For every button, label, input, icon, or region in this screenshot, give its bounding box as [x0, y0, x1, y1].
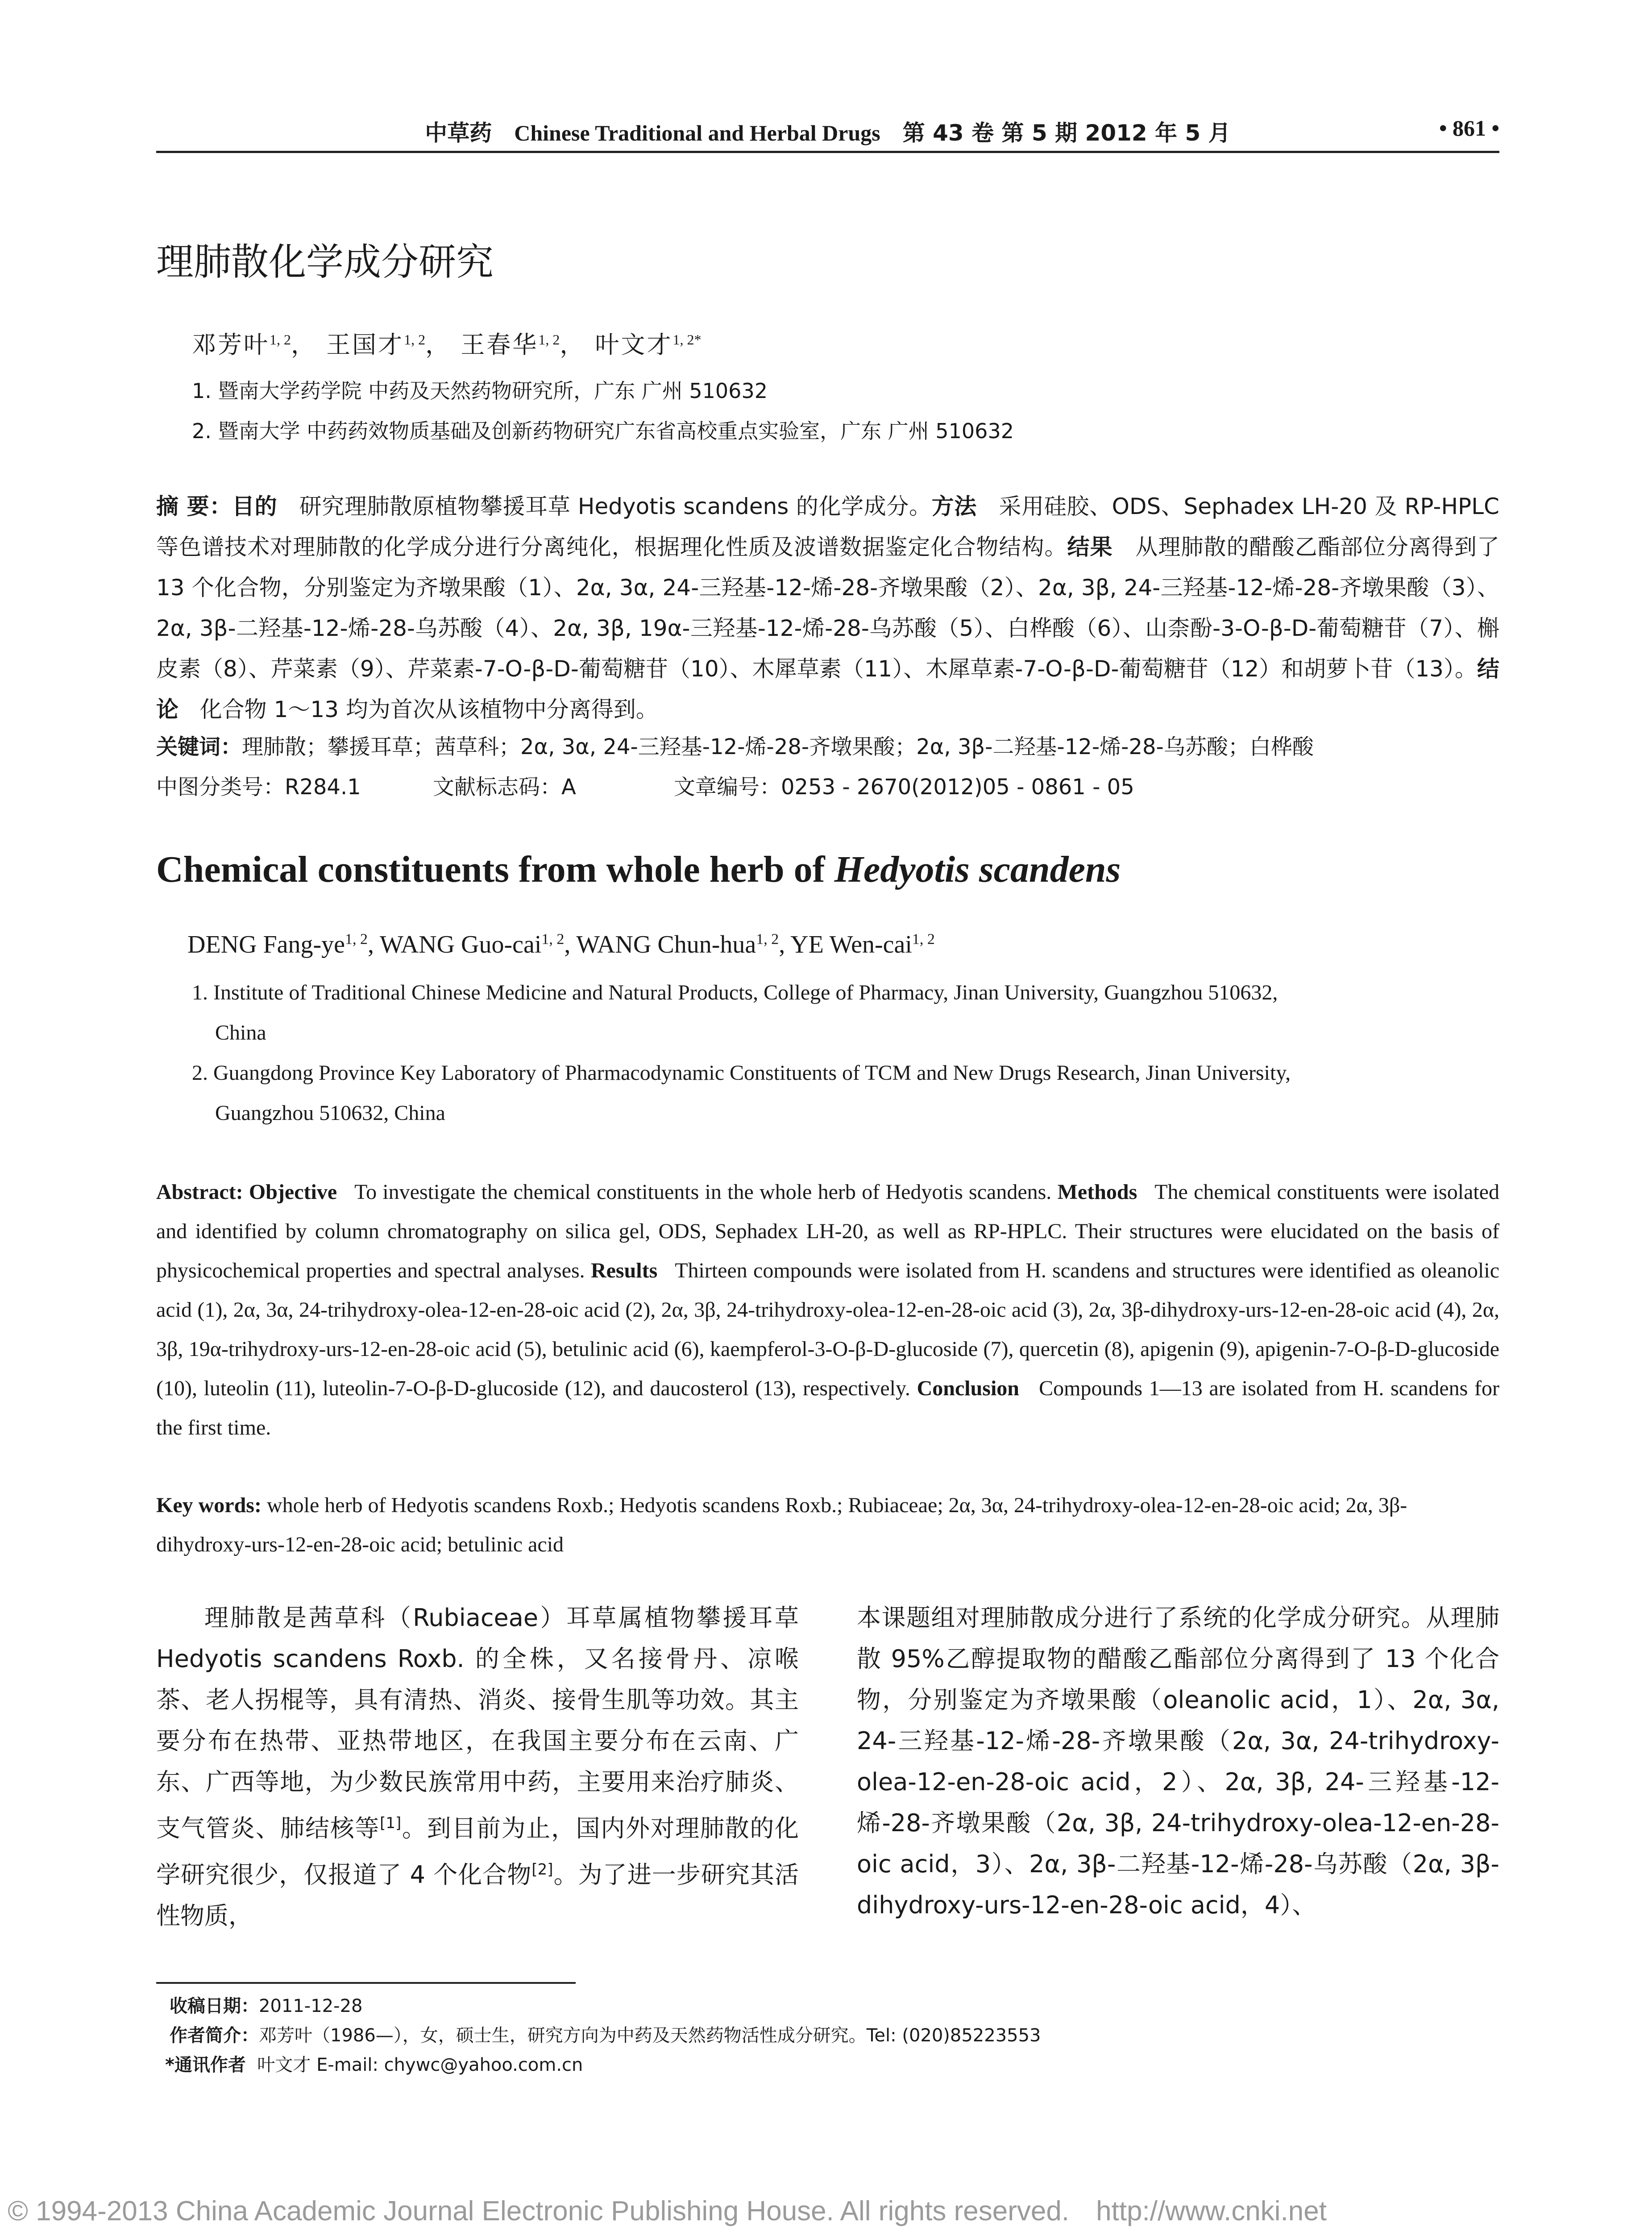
- author-separator: ,: [564, 931, 577, 958]
- citation[interactable]: [2]: [531, 1861, 553, 1879]
- cn-author: 叶文才: [595, 331, 673, 359]
- copyright-text: © 1994-2013 China Academic Journal Electronic Publishing House. All rights reserved.: [8, 2196, 1070, 2227]
- abstract-label: Abstract:: [156, 1180, 243, 1204]
- journal-name-en: Chinese Traditional and Herbal Drugs: [514, 120, 880, 145]
- en-affiliation-1: [192, 973, 1499, 1053]
- results-label: Results: [590, 1259, 658, 1282]
- classification-line: [156, 770, 1499, 800]
- en-title-species: Hedyotis scandens: [834, 849, 1121, 890]
- abstract-label: 摘 要：: [156, 493, 232, 519]
- footnote-author: [170, 2021, 1041, 2047]
- running-header: [156, 115, 1499, 151]
- body-paragraph: [156, 1597, 799, 1937]
- affiliation-line: 2. Guangdong Province Key Laboratory of Pharmacodynamic Constituents of TCM and New Drugs Research, Jinan University,: [192, 1061, 1291, 1085]
- footnote-text: 2011-12-28: [259, 1996, 363, 2016]
- author-superscript: 1, 2: [756, 931, 779, 948]
- author-separator: ，: [560, 331, 586, 359]
- author-superscript: 1, 2: [541, 931, 565, 948]
- copyright-url[interactable]: http://www.cnki.net: [1096, 2196, 1327, 2227]
- footnote-text[interactable]: 叶文才 E-mail: chywc@yahoo.com.cn: [257, 2055, 583, 2075]
- author-separator: ,: [779, 931, 791, 958]
- cn-keywords: [156, 730, 1499, 760]
- keywords-label: Key words:: [156, 1493, 261, 1517]
- cn-title: 理肺散化学成分研究: [156, 240, 494, 284]
- body-paragraph: 本课题组对理肺散成分进行了系统的化学成分研究。从理肺散 95%乙醇提取物的醋酸乙酯部位分离得到了 13 个化合物，分别鉴定为齐墩果酸（oleanolic acid，1）、2α, 3α, 24-三羟基-12-烯-28-齐墩果酸（2α, 3α, 24-trihydroxy-olea-12-en-28-oic acid，2）、2α, 3β, 24-三羟基-12-烯-28-齐墩果酸（2α, 3β, 24-trihydroxy-olea-12-en-28-oic acid，3）、2α, 3β-二羟基-12-烯-28-乌苏酸（2α, 3β-dihydroxy-urs-12-en-28-oic acid，4）、: [857, 1604, 1499, 1919]
- conclusion-label: Conclusion: [917, 1377, 1019, 1400]
- objective-label: Objective: [249, 1180, 337, 1204]
- results-label: 结果: [1067, 534, 1113, 560]
- cn-authors: [192, 326, 701, 360]
- footnote-received: [170, 1992, 362, 2017]
- author-superscript: 1, 2: [345, 931, 368, 948]
- footnote-rule: [156, 1982, 576, 1984]
- conclusion-text: Compounds 1—13 are isolated from H. scandens for the first time.: [156, 1377, 1500, 1439]
- results-text: 从理肺散的醋酸乙酯部位分离得到了 13 个化合物，分别鉴定为齐墩果酸（1）、2α, 3α, 24-三羟基-12-烯-28-齐墩果酸（2）、2α, 3β, 24-三羟基-12-烯-28-齐墩果酸（3）、2α, 3β-二羟基-12-烯-28-乌苏酸（4）、2α, 3β, 19α-三羟基-12-烯-28-乌苏酸（5）、白桦酸（6）、山柰酚-3-O-β-D-葡萄糖苷（7）、槲皮素（8）、芹菜素（9）、芹菜素-7-O-β-D-葡萄糖苷（10）、木犀草素（11）、木犀草素-7-O-β-D-葡萄糖苷（12）和胡萝卜苷（13）。: [156, 534, 1499, 682]
- affiliation-line: China: [215, 1021, 266, 1045]
- en-author: YE Wen-cai: [790, 931, 912, 958]
- body-text: 。到目前为止，国内外对理肺散的化学研究很少，仅报道了 4 个化合物: [156, 1814, 799, 1889]
- author-superscript: 1, 2*: [672, 332, 701, 348]
- cn-author: 王国才: [326, 331, 404, 359]
- class-number: 中图分类号：R284.1: [156, 775, 361, 800]
- conclusion-label: 结论: [156, 656, 1499, 722]
- author-superscript: 1, 2: [912, 931, 935, 948]
- issue-info: 第 43 卷 第 5 期 2012 年 5 月: [902, 120, 1231, 146]
- objective-label: 目的: [232, 493, 278, 519]
- en-title: [156, 848, 1121, 891]
- body-column-right: [857, 1597, 1499, 1926]
- journal-header: [156, 115, 1499, 147]
- document-code: 文献标志码：A: [433, 775, 576, 800]
- keywords-text: whole herb of Hedyotis scandens Roxb.; Hedyotis scandens Roxb.; Rubiaceae; 2α, 3α, 24-trihydroxy-olea-12-en-28-oic acid; 2α, 3β-dihydroxy-urs-12-en-28-oic acid; betulinic acid: [156, 1493, 1407, 1556]
- keywords-label: 关键词：: [156, 734, 242, 759]
- author-separator: ,: [368, 931, 380, 958]
- footnote-corresponding: [165, 2051, 583, 2076]
- journal-name-cn: 中草药: [425, 120, 492, 146]
- body-column-left: [156, 1597, 799, 1937]
- footnote-label: 收稿日期：: [170, 1996, 259, 2016]
- objective-text: To investigate the chemical constituents in the whole herb of Hedyotis scandens.: [354, 1180, 1052, 1204]
- cn-affiliation-1: 1. 暨南大学药学院 中药及天然药物研究所，广东 广州 510632: [192, 379, 768, 403]
- author-superscript: 1, 2: [538, 332, 560, 348]
- methods-label: 方法: [931, 493, 977, 519]
- methods-text: 采用硅胶、ODS、Sephadex LH-20 及 RP-HPLC 等色谱技术对理肺散的化学成分进行分离纯化，根据理化性质及波谱数据鉴定化合物结构。: [156, 493, 1499, 560]
- en-abstract: [156, 1173, 1499, 1447]
- footnote-text: 邓芳叶（1986—），女，硕士生，研究方向为中药及天然药物活性成分研究。Tel: (020)85223553: [259, 2025, 1041, 2046]
- methods-text: The chemical constituents were isolated and identified by column chromatography on silica gel, ODS, Sephadex LH-20, as well as RP-HPLC. Their structures were elucidated on the basis of physicochemical properties and spectral analyses.: [156, 1180, 1500, 1282]
- cn-abstract: [156, 486, 1499, 730]
- en-author: WANG Chun-hua: [576, 931, 756, 958]
- author-separator: ，: [291, 331, 317, 359]
- body-text: 理肺散是茜草科（Rubiaceae）耳草属植物攀援耳草 Hedyotis scandens Roxb. 的全株，又名接骨丹、凉喉茶、老人拐棍等，具有清热、消炎、接骨生肌等功效。其主要分布在热带、亚热带地区，在我国主要分布在云南、广东、广西等地，为少数民族常用中药，主要用来治疗肺炎、支气管炎、肺结核等: [156, 1604, 799, 1842]
- footnote-label: 作者简介：: [170, 2025, 259, 2046]
- en-author: DENG Fang-ye: [187, 931, 345, 958]
- methods-label: Methods: [1057, 1180, 1137, 1204]
- keywords-text: 理肺散；攀援耳草；茜草科；2α, 3α, 24-三羟基-12-烯-28-齐墩果酸；2α, 3β-二羟基-12-烯-28-乌苏酸；白桦酸: [242, 734, 1314, 759]
- en-affiliation-2: [192, 1053, 1499, 1133]
- author-separator: ，: [425, 331, 452, 359]
- author-superscript: 1, 2: [270, 332, 291, 348]
- en-keywords: [156, 1486, 1499, 1564]
- citation[interactable]: [1]: [380, 1814, 402, 1832]
- cn-author: 邓芳叶: [192, 331, 270, 359]
- affiliation-line: 1. Institute of Traditional Chinese Medicine and Natural Products, College of Pharmacy, Jinan University, Guangzhou 510632,: [192, 981, 1278, 1004]
- copyright-line: [0, 2195, 1652, 2227]
- cn-affiliation-2: 2. 暨南大学 中药药效物质基础及创新药物研究广东省高校重点实验室，广东 广州 510632: [192, 419, 1014, 443]
- header-rule: [156, 151, 1499, 153]
- en-author: WANG Guo-cai: [380, 931, 542, 958]
- en-title-text: Chemical constituents from whole herb of: [156, 849, 834, 890]
- page-number: • 861 •: [1439, 116, 1499, 141]
- footnote-label: *通讯作者: [165, 2055, 246, 2075]
- article-number: 文章编号：0253 - 2670(2012)05 - 0861 - 05: [674, 775, 1134, 800]
- body-text: 。为了进一步研究其活性物质，: [156, 1861, 799, 1930]
- affiliation-line: Guangzhou 510632, China: [215, 1101, 445, 1125]
- results-text: Thirteen compounds were isolated from H. scandens and structures were identified as oleanolic acid (1), 2α, 3α, 24-trihydroxy-olea-12-en-28-oic acid (2), 2α, 3β, 24-trihydroxy-olea-12-en-28-oic acid (3), 2α, 3β-dihydroxy-urs-12-en-28-oic acid (4), 2α, 3β, 19α-trihydroxy-urs-12-en-28-oic acid (5), betulinic acid (6), kaempferol-3-O-β-D-glucoside (7), quercetin (8), apigenin (9), apigenin-7-O-β-D-glucoside (10), luteolin (11), luteolin-7-O-β-D-glucoside (12), and daucosterol (13), respectively.: [156, 1259, 1499, 1400]
- en-authors: [187, 930, 935, 959]
- author-superscript: 1, 2: [404, 332, 426, 348]
- cn-author: 王春华: [461, 331, 539, 359]
- objective-text: 研究理肺散原植物攀援耳草 Hedyotis scandens 的化学成分。: [299, 493, 932, 519]
- conclusion-text: 化合物 1～13 均为首次从该植物中分离得到。: [199, 697, 658, 722]
